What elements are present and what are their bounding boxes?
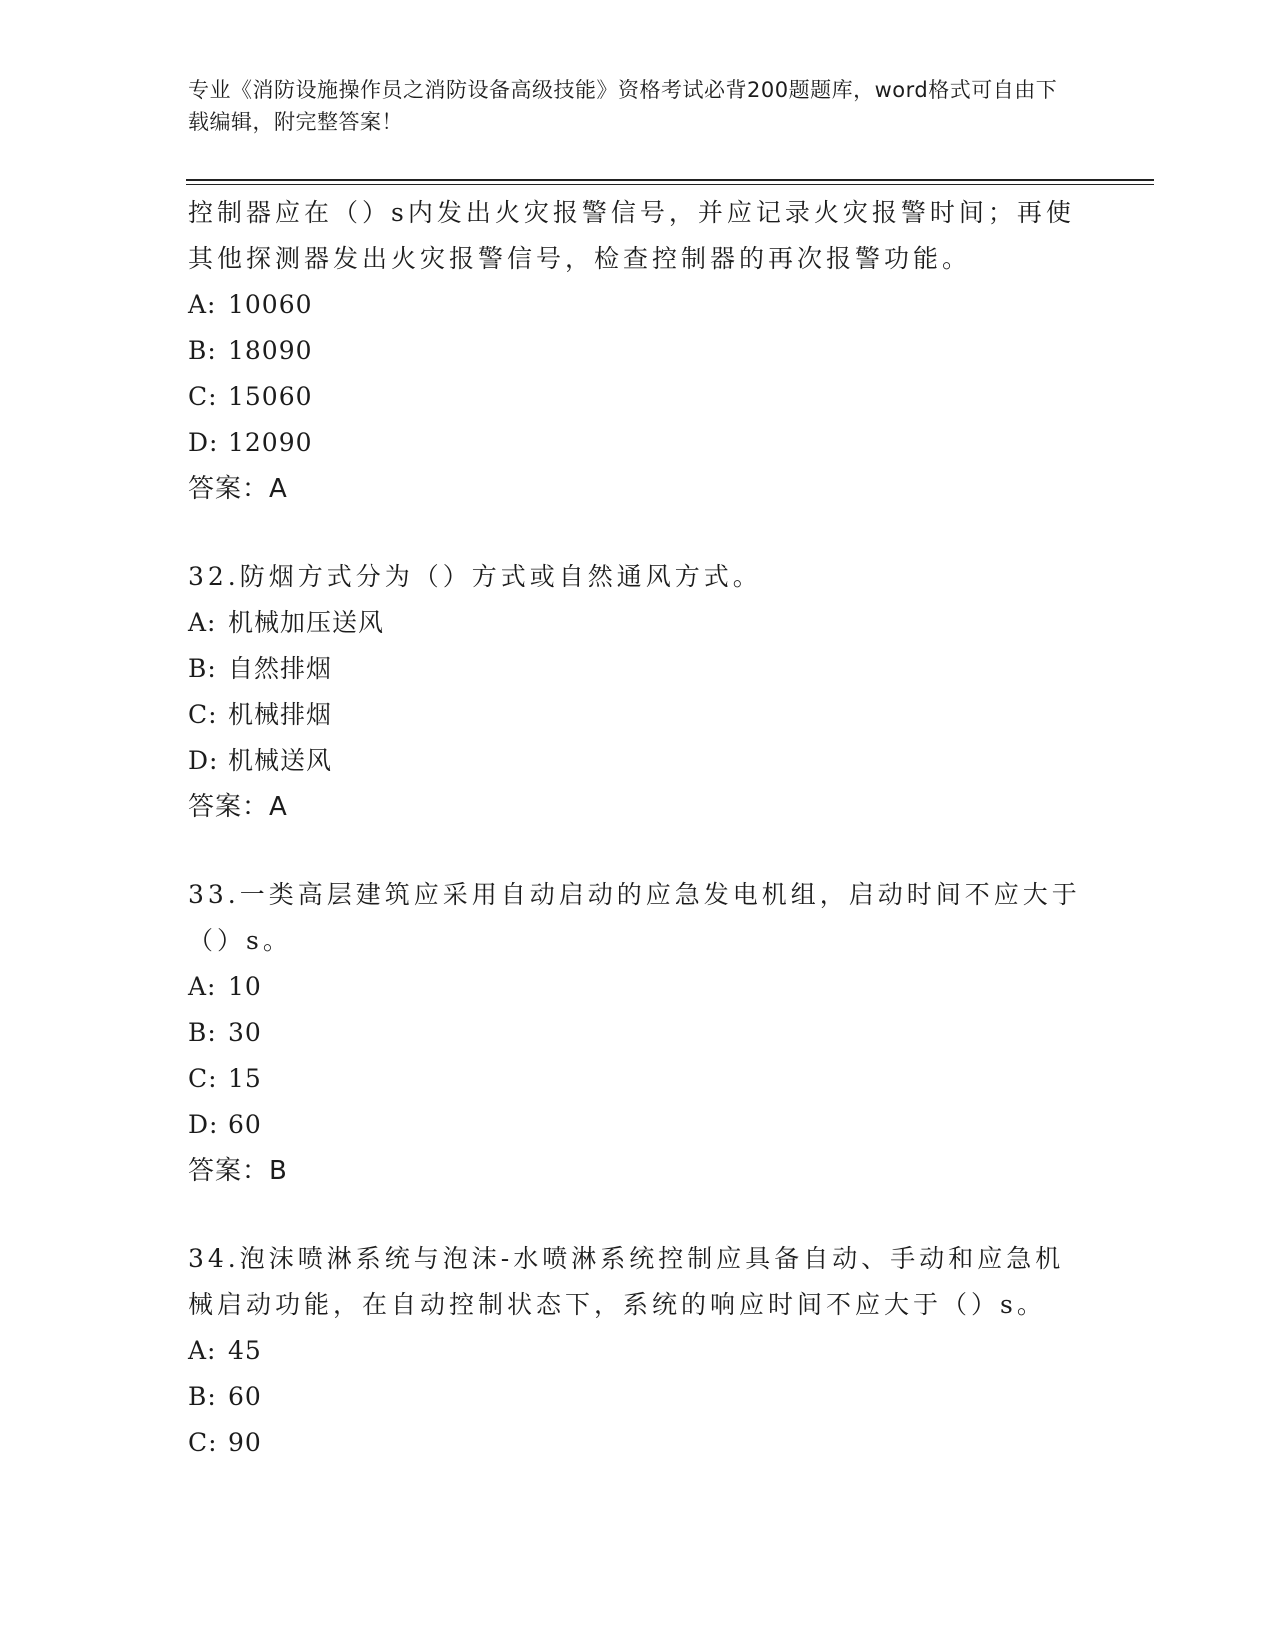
header-divider-thin <box>186 184 1154 185</box>
question-text: 34.泡沫喷淋系统与泡沫-水喷淋系统控制应具备自动、手动和应急机械启动功能，在自动控制状态下，系统的响应时间不应大于（）s。 <box>188 1244 1065 1319</box>
document-header: 专业《消防设施操作员之消防设备高级技能》资格考试必背200题题库，word格式可自由下载编辑，附完整答案！ <box>188 78 1058 134</box>
question-text: 控制器应在（）s内发出火灾报警信号，并应记录火灾报警时间；再使其他探测器发出火灾报警信号，检查控制器的再次报警功能。 <box>188 198 1075 273</box>
option-value: 机械送风 <box>228 746 333 775</box>
option-value: 45 <box>228 1336 262 1365</box>
option-a <box>188 964 1088 1010</box>
option-label: A: <box>188 1336 217 1365</box>
question-list <box>188 190 1088 1466</box>
question-block <box>188 554 1088 830</box>
option-value: 90 <box>228 1428 262 1457</box>
option-c <box>188 374 1088 420</box>
option-c <box>188 1420 1088 1466</box>
option-value: 30 <box>228 1018 262 1047</box>
question-text: 33.一类高层建筑应采用自动启动的应急发电机组，启动时间不应大于（）s。 <box>188 880 1081 955</box>
option-d <box>188 420 1088 466</box>
option-b <box>188 1374 1088 1420</box>
option-value: 15 <box>228 1064 262 1093</box>
answer-line: 答案：A <box>188 792 288 822</box>
option-label: D: <box>188 1110 219 1139</box>
option-label: C: <box>188 1064 218 1093</box>
option-c <box>188 692 1088 738</box>
option-value: 机械加压送风 <box>228 608 385 637</box>
answer-line: 答案：A <box>188 474 288 504</box>
option-b <box>188 328 1088 374</box>
option-d <box>188 738 1088 784</box>
option-value: 15060 <box>228 382 313 411</box>
option-value: 60 <box>228 1382 262 1411</box>
option-label: A: <box>188 290 217 319</box>
option-label: C: <box>188 382 218 411</box>
option-value: 12090 <box>228 428 313 457</box>
option-a <box>188 600 1088 646</box>
option-value: 自然排烟 <box>228 654 333 683</box>
header-divider <box>186 179 1154 181</box>
option-label: C: <box>188 1428 218 1457</box>
option-label: D: <box>188 428 219 457</box>
option-label: A: <box>188 972 217 1001</box>
option-a <box>188 1328 1088 1374</box>
option-label: B: <box>188 1382 217 1411</box>
answer-line: 答案：B <box>188 1156 288 1186</box>
option-label: D: <box>188 746 219 775</box>
option-value: 10060 <box>228 290 313 319</box>
option-label: B: <box>188 654 217 683</box>
option-d <box>188 1102 1088 1148</box>
option-b <box>188 646 1088 692</box>
option-label: A: <box>188 608 217 637</box>
option-b <box>188 1010 1088 1056</box>
question-block <box>188 1236 1088 1466</box>
option-label: C: <box>188 700 218 729</box>
option-label: B: <box>188 1018 217 1047</box>
option-value: 10 <box>228 972 262 1001</box>
option-a <box>188 282 1088 328</box>
option-label: B: <box>188 336 217 365</box>
question-text: 32.防烟方式分为（）方式或自然通风方式。 <box>188 562 762 591</box>
question-block <box>188 872 1088 1194</box>
option-value: 机械排烟 <box>228 700 333 729</box>
question-block <box>188 190 1088 512</box>
option-value: 18090 <box>228 336 313 365</box>
option-c <box>188 1056 1088 1102</box>
option-value: 60 <box>228 1110 262 1139</box>
